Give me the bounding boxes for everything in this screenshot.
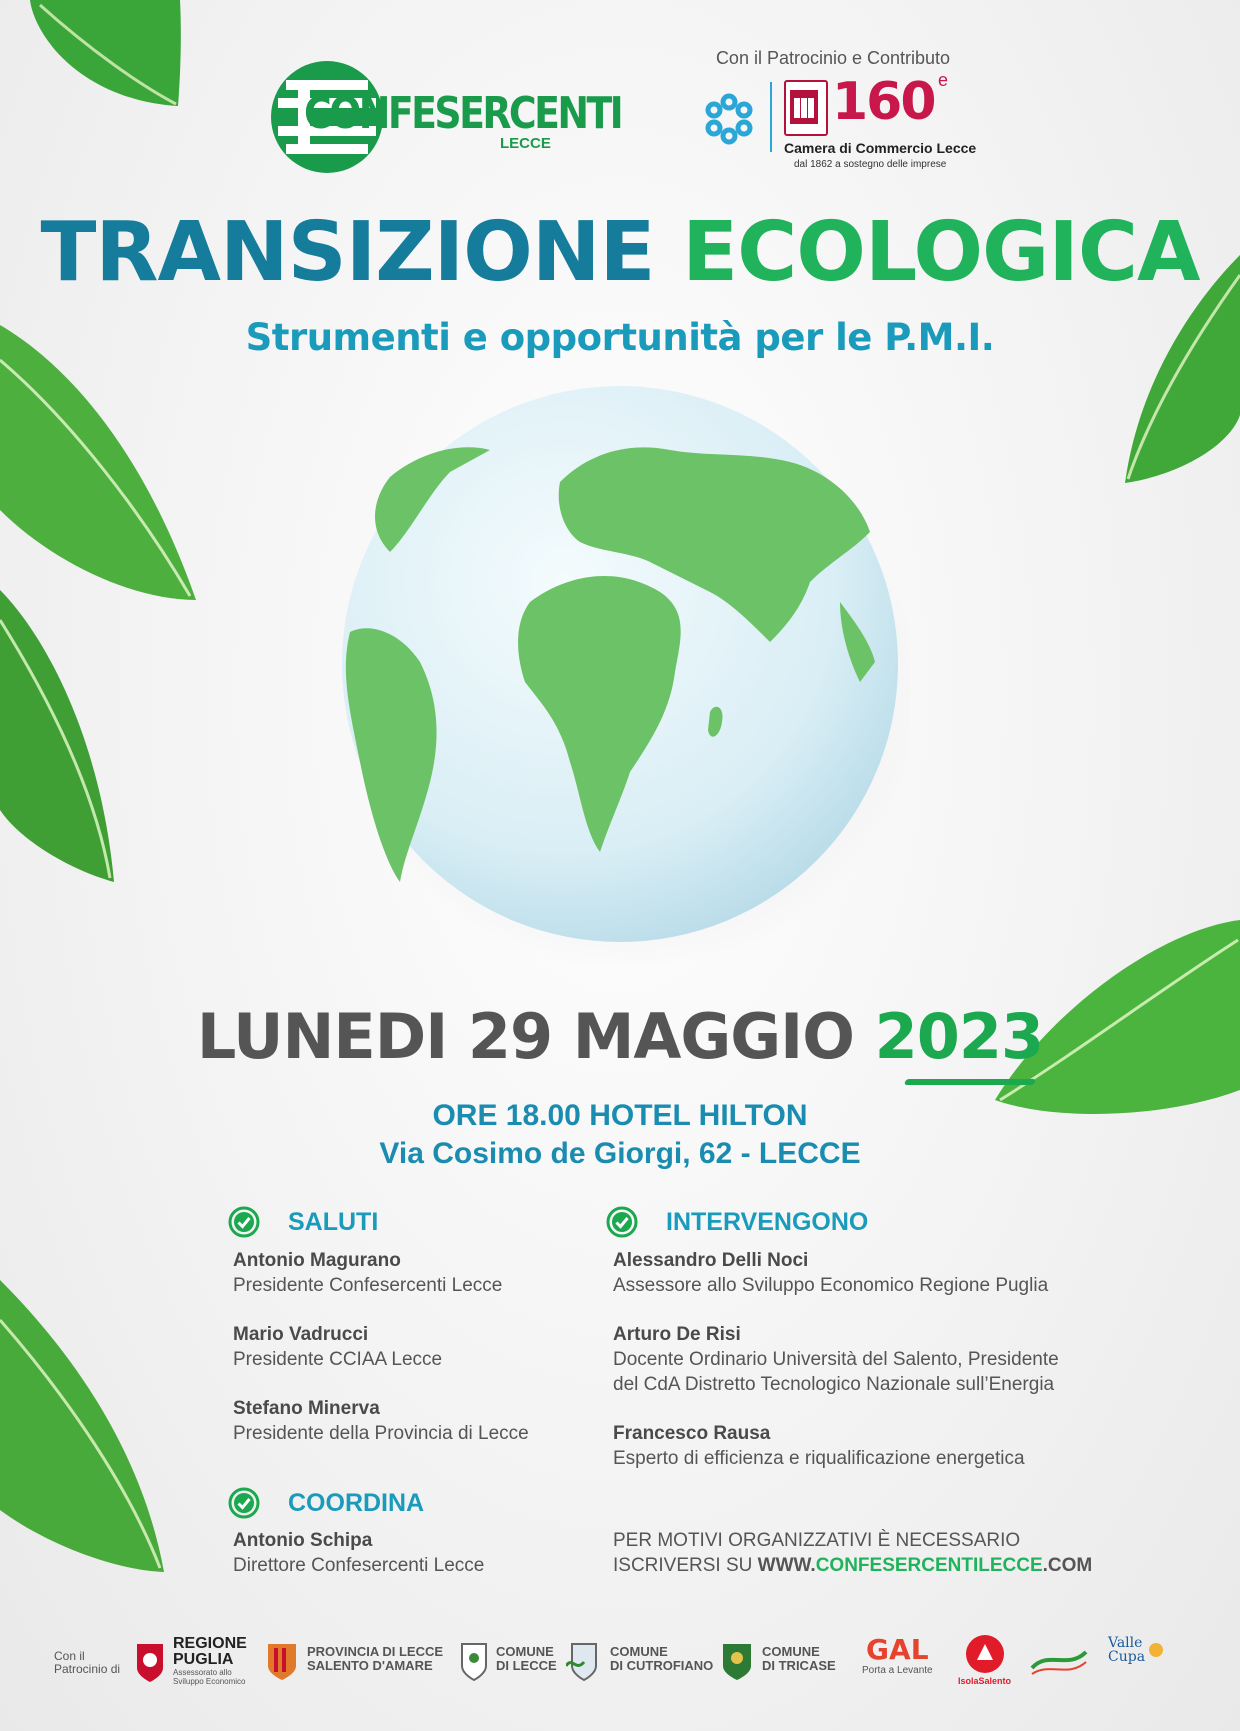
saluti-person-2: Mario Vadrucci Presidente CCIAA Lecce [233, 1324, 443, 1370]
gal-terra-dargento-icon [1028, 1640, 1090, 1680]
year-underline [904, 1079, 1036, 1085]
provincia-crest-icon [265, 1636, 299, 1682]
camera-commercio-logo [700, 70, 977, 175]
check-circle-icon [228, 1487, 260, 1519]
coordina-person-1: Antonio Schipa Direttore Confesercenti Lecce [233, 1530, 485, 1576]
comune-lecce-logo: COMUNE DI LECCE [460, 1636, 557, 1682]
footer-sponsors [0, 1630, 1240, 1710]
main-title [0, 205, 1240, 300]
event-address: Via Cosimo de Giorgi, 62 - LECCE [379, 1137, 861, 1170]
camera-anniversary-number: 160 [832, 72, 935, 132]
intervengono-person-3: Francesco Rausa Esperto di efficienza e riqualificazione energetica [613, 1423, 1025, 1469]
gal-porta-levante-logo: GAL Porta a Levante [862, 1633, 933, 1676]
comune-lecce-crest-icon [460, 1636, 488, 1682]
camera-emblem-icon [700, 90, 758, 148]
intervengono-heading: INTERVENGONO [606, 1206, 868, 1238]
confesercenti-logo [268, 58, 622, 176]
comune-cutrofiano-crest-icon [566, 1636, 602, 1682]
intervengono-person-2: Arturo De Risi Docente Ordinario Università del Salento, Presidente del CdA Distretto Tecnologico Nazionale sull’Energia [613, 1324, 1059, 1395]
camera-anniversary-suffix: e [938, 70, 949, 90]
saluti-person-1: Antonio Magurano Presidente Confesercenti Lecce [233, 1250, 503, 1296]
website-link[interactable]: WWW.CONFESERCENTILECCE.COM [757, 1555, 1093, 1576]
title-part-transizione: TRANSIZIONE [40, 205, 655, 300]
check-circle-icon [606, 1206, 638, 1238]
globe-illustration [330, 382, 910, 962]
provincia-lecce-logo: PROVINCIA DI LECCE SALENTO D'AMARE [265, 1636, 443, 1682]
valle-cupa-logo: Valle Cupa [1108, 1636, 1167, 1664]
leaf-decoration-left-upper [0, 320, 200, 610]
saluti-person-3: Stefano Minerva Presidente della Provincia di Lecce [233, 1398, 529, 1444]
comune-cutrofiano-logo: COMUNE DI CUTROFIANO [566, 1636, 713, 1682]
patronage-label: Con il Patrocinio e Contributo [715, 48, 951, 68]
leaf-decoration-left-middle [0, 590, 120, 890]
leaf-decoration-left-lower [0, 1280, 170, 1580]
isola-salento-logo: IsolaSalento [958, 1634, 1011, 1688]
comune-tricase-logo: COMUNE DI TRICASE [720, 1636, 836, 1682]
regione-puglia-crest-icon [135, 1638, 165, 1684]
comune-tricase-crest-icon [720, 1636, 754, 1682]
event-time-place: ORE 18.00 HOTEL HILTON [432, 1099, 808, 1132]
camera-building-icon [784, 80, 828, 136]
event-venue [0, 1097, 1240, 1173]
registration-notice [613, 1528, 1092, 1578]
intervengono-person-1: Alessandro Delli Noci Assessore allo Sviluppo Economico Regione Puglia [613, 1250, 1049, 1296]
regione-puglia-logo: REGIONE PUGLIA Assessorato allo Sviluppo Economico [135, 1636, 247, 1686]
confesercenti-name: CONFESERCENTI [304, 88, 622, 139]
title-part-ecologica: ECOLOGICA [682, 205, 1200, 300]
isola-salento-icon [965, 1634, 1005, 1674]
registration-notice-line1: PER MOTIVI ORGANIZZATIVI È NECESSARIO [613, 1530, 1021, 1551]
event-year: 2023 [874, 1000, 1044, 1073]
subtitle: Strumenti e opportunità per le P.M.I. [245, 316, 995, 359]
sun-icon [1145, 1639, 1167, 1661]
event-date [0, 1000, 1240, 1073]
event-date-text: LUNEDI 29 MAGGIO [196, 1000, 854, 1073]
confesercenti-city: LECCE [500, 135, 551, 152]
check-circle-icon [228, 1206, 260, 1238]
footer-patronage-label: Con il Patrocinio di [54, 1649, 121, 1676]
registration-notice-line2: ISCRIVERSI SU WWW.CONFESERCENTILECCE.COM [613, 1555, 1093, 1576]
camera-name: Camera di Commercio Lecce [784, 140, 977, 156]
leaf-decoration-top-left [0, 0, 190, 120]
saluti-heading: SALUTI [228, 1206, 378, 1238]
camera-tagline: dal 1862 a sostegno delle imprese [794, 159, 947, 170]
coordina-heading: COORDINA [228, 1487, 424, 1519]
